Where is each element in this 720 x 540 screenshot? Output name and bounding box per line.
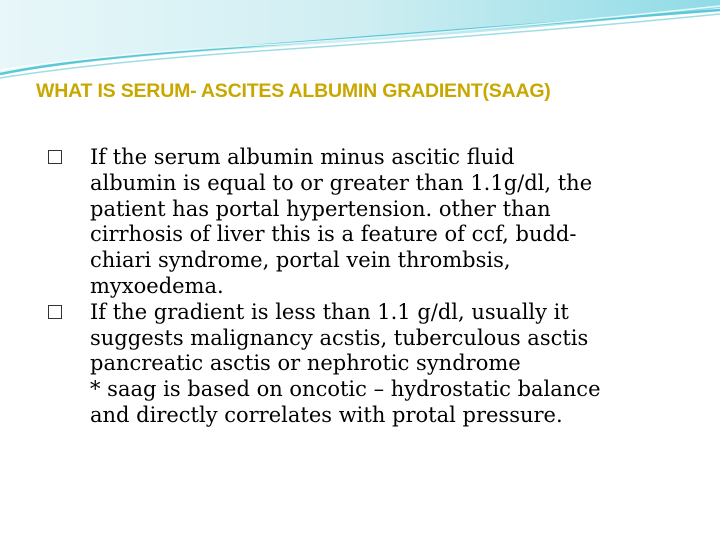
bullet-line: If the serum albumin minus ascitic fluid	[90, 145, 515, 169]
bullet-line: pancreatic asctis or nephrotic syndrome	[90, 351, 521, 376]
note-paragraph	[48, 377, 688, 429]
header-wave-decoration	[0, 0, 720, 90]
bullet-line: myxoedema.	[90, 273, 224, 298]
note-line: * saag is based on oncotic – hydrostatic balance	[90, 377, 601, 402]
bullet-item-low-gradient	[48, 300, 688, 377]
bullet-item-portal-hypertension	[48, 145, 688, 300]
bullet-square-icon	[48, 150, 62, 164]
bullet-line: suggests malignancy acstis, tuberculous asctis	[90, 325, 589, 350]
bullet-line: cirrhosis of liver this is a feature of ccf, budd-	[90, 222, 577, 247]
bullet-line: albumin is equal to or greater than 1.1g/dl, the	[90, 170, 593, 195]
bullet-square-icon	[48, 305, 62, 319]
slide-title: WHAT IS SERUM- ASCITES ALBUMIN GRADIENT(SAAG)	[36, 80, 551, 102]
bullet-list	[48, 145, 688, 429]
bullet-line: chiari syndrome, portal vein thrombsis,	[90, 248, 511, 273]
note-line: and directly correlates with protal pressure.	[90, 402, 563, 427]
bullet-line: patient has portal hypertension. other than	[90, 196, 551, 221]
bullet-line: If the gradient is less than 1.1 g/dl, usually it	[90, 299, 569, 324]
